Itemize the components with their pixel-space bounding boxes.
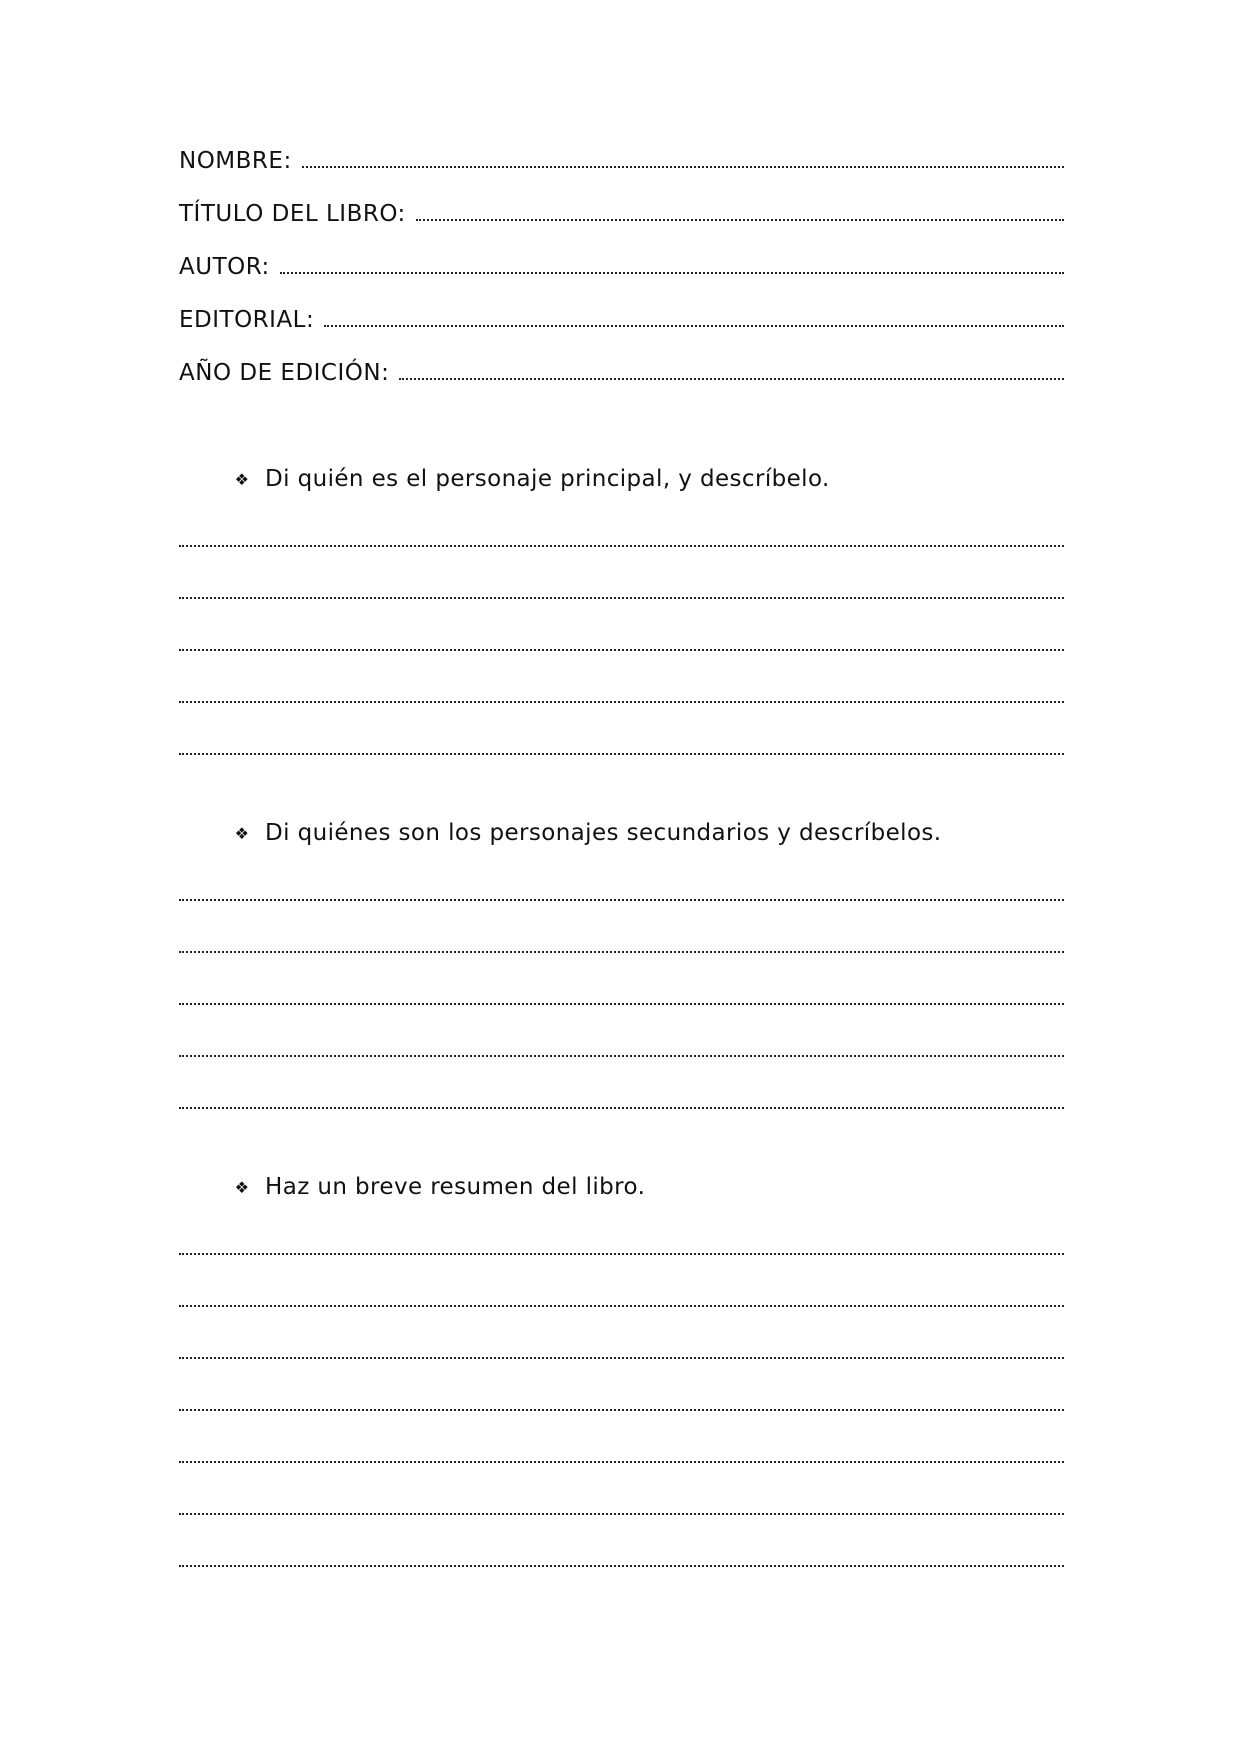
answer-line[interactable] [179, 859, 1064, 911]
field-label: NOMBRE: [179, 148, 292, 174]
answer-line[interactable] [179, 1213, 1064, 1265]
answer-line[interactable] [179, 1317, 1064, 1369]
dotted-fill-line[interactable] [324, 313, 1064, 327]
question-text: Di quién es el personaje principal, y descríbelo. [265, 466, 830, 492]
question-section-3 [179, 1167, 1064, 1577]
question-text: Haz un breve resumen del libro. [265, 1174, 646, 1200]
field-label: TÍTULO DEL LIBRO: [179, 201, 406, 227]
answer-line[interactable] [179, 1421, 1064, 1473]
answer-line[interactable] [179, 1067, 1064, 1119]
answer-line[interactable] [179, 505, 1064, 557]
answer-line[interactable] [179, 1473, 1064, 1525]
dotted-fill-line[interactable] [302, 154, 1064, 168]
answer-line[interactable] [179, 911, 1064, 963]
book-info-fields [179, 148, 1064, 413]
answer-line[interactable] [179, 1015, 1064, 1067]
dotted-fill-line[interactable] [399, 366, 1064, 380]
question-heading [229, 813, 1064, 853]
diamond-bullet-icon: ❖ [234, 469, 250, 489]
field-editorial [179, 307, 1064, 360]
field-anio-edicion [179, 360, 1064, 413]
answer-line[interactable] [179, 661, 1064, 713]
field-autor [179, 254, 1064, 307]
diamond-bullet-icon: ❖ [234, 1177, 250, 1197]
question-heading [229, 459, 1064, 499]
worksheet [179, 148, 1064, 1577]
question-text: Di quiénes son los personajes secundarios y descríbelos. [265, 820, 942, 846]
answer-line[interactable] [179, 713, 1064, 765]
answer-line[interactable] [179, 963, 1064, 1015]
answer-line[interactable] [179, 1265, 1064, 1317]
answer-line[interactable] [179, 1525, 1064, 1577]
answer-line[interactable] [179, 557, 1064, 609]
field-label: EDITORIAL: [179, 307, 315, 333]
field-label: AUTOR: [179, 254, 270, 280]
dotted-fill-line[interactable] [280, 260, 1064, 274]
field-label: AÑO DE EDICIÓN: [179, 360, 390, 386]
answer-line[interactable] [179, 609, 1064, 661]
question-section-2 [179, 813, 1064, 1119]
answer-line[interactable] [179, 1369, 1064, 1421]
field-nombre [179, 148, 1064, 201]
question-section-1 [179, 459, 1064, 765]
field-titulo [179, 201, 1064, 254]
diamond-bullet-icon: ❖ [234, 823, 250, 843]
dotted-fill-line[interactable] [416, 207, 1064, 221]
question-heading [229, 1167, 1064, 1207]
